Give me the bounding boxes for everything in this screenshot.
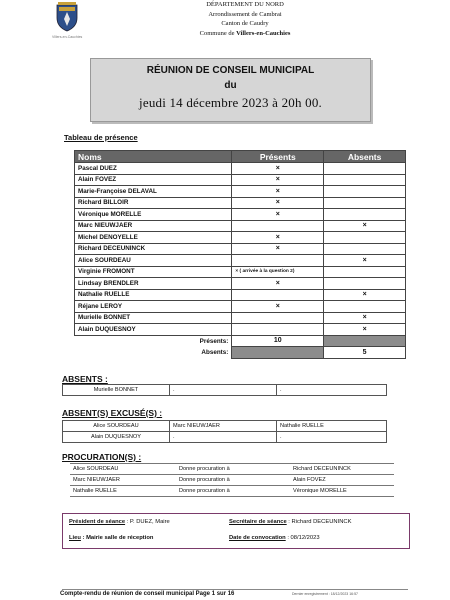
present-mark: × bbox=[232, 163, 324, 175]
procurations-title: PROCURATION(S) : bbox=[62, 452, 142, 462]
header-names: Noms bbox=[75, 151, 232, 163]
administrative-header bbox=[160, 0, 330, 38]
present-mark: × bbox=[232, 243, 324, 255]
footer-divider bbox=[62, 589, 408, 590]
convocation-label: Date de convocation bbox=[229, 535, 286, 541]
absent-cell-2: . bbox=[170, 385, 277, 396]
present-mark: × bbox=[232, 209, 324, 221]
member-name: Nathalie RUELLE bbox=[75, 289, 232, 301]
present-mark bbox=[232, 324, 324, 336]
absent-cell-3: . bbox=[277, 385, 387, 396]
absent-mark: × bbox=[324, 324, 406, 336]
presence-table bbox=[74, 150, 406, 359]
present-mark: × bbox=[232, 186, 324, 198]
member-name: Réjane LEROY bbox=[75, 301, 232, 313]
procuration-receiver: Alain FOVEZ bbox=[290, 475, 394, 486]
commune-line bbox=[160, 29, 330, 39]
coat-of-arms-icon bbox=[56, 2, 78, 32]
meeting-title: RÉUNION DE CONSEIL MUNICIPAL bbox=[146, 65, 315, 76]
absent-name: Murielle BONNET bbox=[63, 385, 170, 396]
excuse-cell: . bbox=[277, 432, 387, 443]
absent-mark bbox=[324, 278, 406, 290]
place-value: : Mairie salle de réception bbox=[80, 535, 154, 541]
secretary-value: : Richard DECEUNINCK bbox=[286, 519, 352, 525]
presence-row bbox=[75, 209, 406, 221]
absent-mark bbox=[324, 209, 406, 221]
procuration-receiver: Véronique MORELLE bbox=[290, 486, 394, 497]
meeting-date: jeudi 14 décembre 2023 à 20h 00. bbox=[139, 95, 322, 110]
president-label: Président de séance bbox=[69, 519, 126, 525]
secretary-line bbox=[229, 519, 351, 525]
present-mark bbox=[232, 220, 324, 232]
presence-row bbox=[75, 163, 406, 175]
footer-last-saved: Dernier enregistrement : 18/12/2023 16:57 bbox=[292, 592, 358, 596]
arrondissement-line: Arrondissement de Cambrai bbox=[208, 10, 282, 18]
absent-mark bbox=[324, 163, 406, 175]
absents-table bbox=[62, 384, 387, 396]
present-mark: × bbox=[232, 174, 324, 186]
absent-mark bbox=[324, 266, 406, 278]
absents-title: ABSENTS : bbox=[62, 374, 108, 384]
convocation-value: : 08/12/2023 bbox=[285, 535, 320, 541]
member-name: Alain FOVEZ bbox=[75, 174, 232, 186]
canton-line: Canton de Caudry bbox=[221, 20, 269, 27]
excuse-cell: Alain DUQUESNOY bbox=[63, 432, 170, 443]
procuration-text: Donne procuration à bbox=[176, 486, 290, 497]
table-row bbox=[63, 432, 387, 443]
member-name: Pascal DUEZ bbox=[75, 163, 232, 175]
excuse-cell: Nathalie RUELLE bbox=[277, 421, 387, 432]
presence-row bbox=[75, 255, 406, 267]
presence-row bbox=[75, 324, 406, 336]
absent-mark bbox=[324, 243, 406, 255]
meeting-info-box bbox=[62, 513, 410, 549]
procuration-giver: Marc NIEUWJAER bbox=[70, 475, 176, 486]
procuration-text: Donne procuration à bbox=[176, 464, 290, 475]
total-present-filler bbox=[324, 335, 406, 347]
procuration-giver: Nathalie RUELLE bbox=[70, 486, 176, 497]
present-mark: × bbox=[232, 197, 324, 209]
place-line bbox=[69, 535, 153, 541]
convocation-line bbox=[229, 535, 320, 541]
secretary-label: Secrétaire de séance bbox=[229, 519, 287, 525]
member-name: Alice SOURDEAU bbox=[75, 255, 232, 267]
presence-row bbox=[75, 312, 406, 324]
table-row bbox=[70, 464, 394, 475]
total-present-row bbox=[75, 335, 406, 347]
total-absent-value: 5 bbox=[324, 347, 406, 359]
member-name: Michel DENOYELLE bbox=[75, 232, 232, 244]
member-name: Véronique MORELLE bbox=[75, 209, 232, 221]
procurations-table bbox=[70, 463, 394, 497]
presence-row bbox=[75, 266, 406, 278]
presence-row bbox=[75, 174, 406, 186]
presence-header-row bbox=[75, 151, 406, 163]
member-name: Murielle BONNET bbox=[75, 312, 232, 324]
presence-row bbox=[75, 289, 406, 301]
crest-caption: Villers-en-Cauchies bbox=[52, 35, 83, 39]
presence-row bbox=[75, 278, 406, 290]
present-mark: × bbox=[232, 278, 324, 290]
presence-row bbox=[75, 220, 406, 232]
presence-row bbox=[75, 243, 406, 255]
president-value: : P. DUEZ, Maire bbox=[125, 519, 170, 525]
meeting-title-du: du bbox=[224, 80, 237, 91]
present-mark bbox=[232, 255, 324, 267]
total-present-value: 10 bbox=[232, 335, 324, 347]
excuse-cell: . bbox=[170, 432, 277, 443]
absent-mark bbox=[324, 197, 406, 209]
present-mark: × bbox=[232, 232, 324, 244]
member-name: Richard BILLOIR bbox=[75, 197, 232, 209]
footer-page-info: Compte-rendu de réunion de conseil municipal Page 1 sur 16 bbox=[60, 591, 235, 597]
absent-mark bbox=[324, 186, 406, 198]
meeting-title-box bbox=[90, 58, 371, 122]
absent-mark bbox=[324, 301, 406, 313]
present-mark bbox=[232, 289, 324, 301]
excuse-cell: Alice SOURDEAU bbox=[63, 421, 170, 432]
excuses-title: ABSENT(S) EXCUSÉ(S) : bbox=[62, 408, 163, 418]
president-line bbox=[69, 519, 170, 525]
excuse-cell: Marc NIEUWJAER bbox=[170, 421, 277, 432]
total-absent-row bbox=[75, 347, 406, 359]
department-line: DÉPARTEMENT DU NORD bbox=[206, 1, 284, 8]
procuration-receiver: Richard DECEUNINCK bbox=[290, 464, 394, 475]
absent-mark bbox=[324, 174, 406, 186]
presence-row bbox=[75, 232, 406, 244]
absent-mark: × bbox=[324, 255, 406, 267]
table-row bbox=[63, 421, 387, 432]
present-mark: × ( arrivée à la question 2) bbox=[232, 266, 324, 278]
present-mark: × bbox=[232, 301, 324, 313]
presence-section-label: Tableau de présence bbox=[64, 133, 138, 142]
table-row bbox=[70, 486, 394, 497]
member-name: Richard DECEUNINCK bbox=[75, 243, 232, 255]
header-present: Présents bbox=[232, 151, 324, 163]
total-absent-label: Absents: bbox=[201, 348, 229, 356]
commune-name: Villers-en-Cauchies bbox=[236, 29, 291, 37]
present-mark bbox=[232, 312, 324, 324]
total-absent-filler bbox=[232, 347, 324, 359]
procuration-text: Donne procuration à bbox=[176, 475, 290, 486]
member-name: Marie-Françoise DELAVAL bbox=[75, 186, 232, 198]
header-absent: Absents bbox=[324, 151, 406, 163]
member-name: Virginie FROMONT bbox=[75, 266, 232, 278]
place-label: Lieu bbox=[69, 535, 81, 541]
member-name: Lindsay BRENDLER bbox=[75, 278, 232, 290]
absent-mark: × bbox=[324, 220, 406, 232]
member-name: Alain DUQUESNOY bbox=[75, 324, 232, 336]
absent-mark bbox=[324, 232, 406, 244]
presence-row bbox=[75, 301, 406, 313]
total-present-label: Présents: bbox=[199, 337, 229, 345]
member-name: Marc NIEUWJAER bbox=[75, 220, 232, 232]
table-row bbox=[63, 385, 387, 396]
procuration-giver: Alice SOURDEAU bbox=[70, 464, 176, 475]
presence-row bbox=[75, 186, 406, 198]
presence-row bbox=[75, 197, 406, 209]
absent-mark: × bbox=[324, 312, 406, 324]
commune-prefix: Commune de bbox=[199, 29, 237, 37]
absent-mark: × bbox=[324, 289, 406, 301]
excuses-table bbox=[62, 420, 387, 443]
table-row bbox=[70, 475, 394, 486]
